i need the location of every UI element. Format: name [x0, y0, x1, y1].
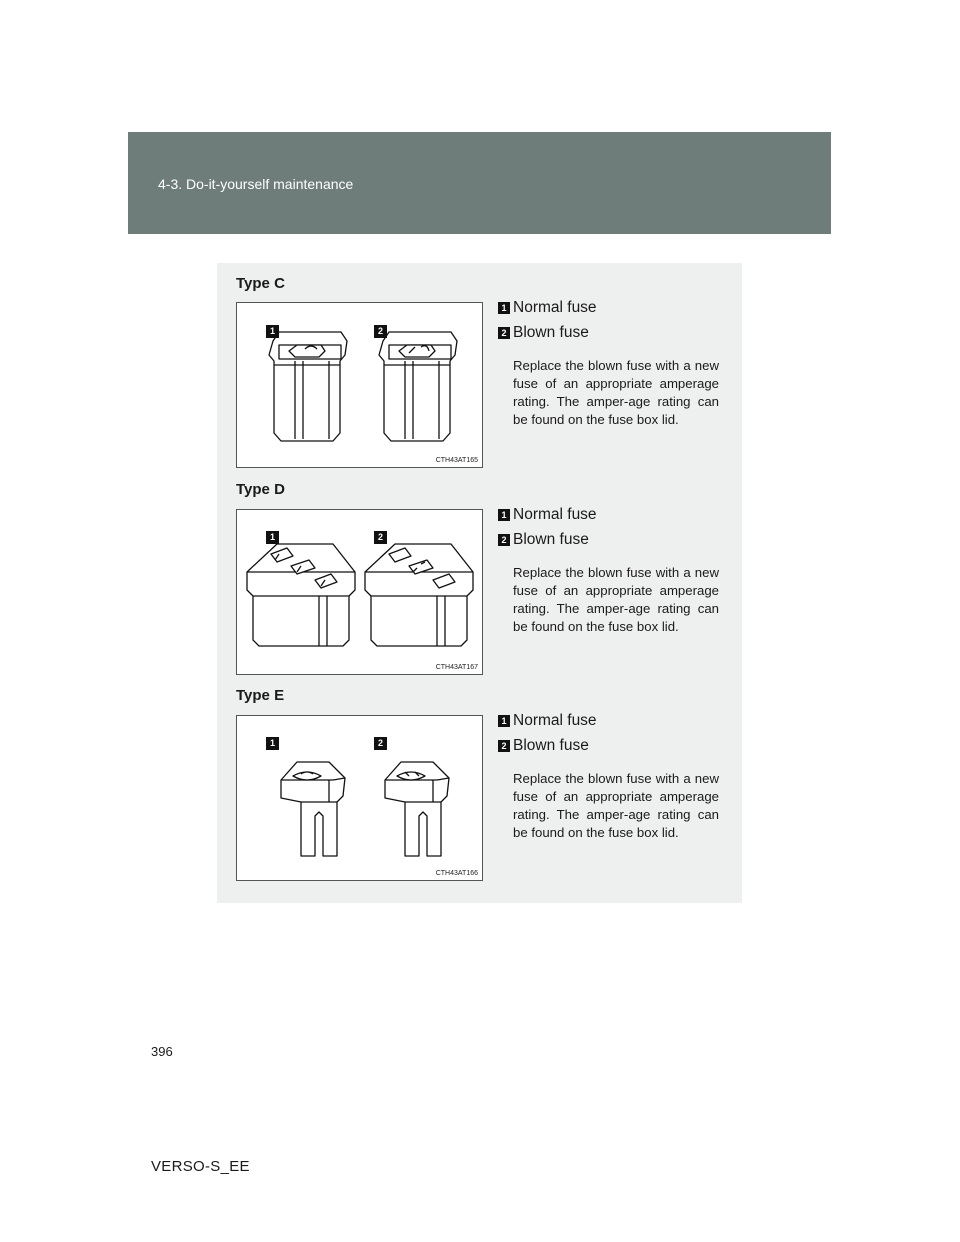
chapter-header	[128, 132, 831, 234]
callout-label: Normal fuse	[513, 505, 597, 523]
figure-code: CTH43AT167	[435, 664, 478, 671]
figure-callout-2: 2	[374, 325, 387, 338]
replacement-instruction: Replace the blown fuse with a new fuse of an appropriate amperage rating. The amper-age rating can be found on the fuse box lid.	[513, 358, 719, 427]
section-title-type-e: Type E	[236, 687, 285, 704]
chapter-title: 4-3. Do-it-yourself maintenance	[158, 176, 354, 192]
figure-type-e	[236, 715, 483, 881]
page-number: 396	[151, 1044, 173, 1059]
model-code: VERSO-S_EE	[151, 1158, 250, 1175]
callout-label: Blown fuse	[513, 323, 589, 341]
number-badge: 2	[498, 327, 510, 339]
figure-callout-1: 1	[266, 531, 279, 544]
figure-callout-1: 1	[266, 737, 279, 750]
number-badge: 1	[498, 715, 510, 727]
figure-callout-2: 2	[374, 737, 387, 750]
figure-callout-1: 1	[266, 325, 279, 338]
callout-list-type-e	[498, 708, 723, 842]
fuse-types-panel	[217, 263, 742, 903]
figure-code: CTH43AT166	[435, 870, 478, 877]
callout-label: Blown fuse	[513, 530, 589, 548]
replacement-instruction: Replace the blown fuse with a new fuse of an appropriate amperage rating. The amper-age rating can be found on the fuse box lid.	[513, 771, 719, 840]
callout-normal-fuse	[498, 295, 723, 320]
figure-type-c	[236, 302, 483, 468]
section-title-type-d: Type D	[236, 481, 285, 498]
callout-blown-fuse	[498, 733, 723, 758]
number-badge: 2	[498, 740, 510, 752]
replacement-instruction: Replace the blown fuse with a new fuse of an appropriate amperage rating. The amper-age rating can be found on the fuse box lid.	[513, 565, 719, 634]
section-title-type-c: Type C	[236, 275, 285, 292]
callout-label: Normal fuse	[513, 298, 597, 316]
number-badge: 1	[498, 302, 510, 314]
number-badge: 2	[498, 534, 510, 546]
callout-normal-fuse	[498, 502, 723, 527]
number-badge: 1	[498, 509, 510, 521]
figure-code: CTH43AT165	[435, 457, 478, 464]
callout-list-type-c	[498, 295, 723, 429]
callout-normal-fuse	[498, 708, 723, 733]
figure-type-d	[236, 509, 483, 675]
callout-blown-fuse	[498, 527, 723, 552]
figure-callout-2: 2	[374, 531, 387, 544]
callout-blown-fuse	[498, 320, 723, 345]
callout-list-type-d	[498, 502, 723, 636]
callout-label: Blown fuse	[513, 736, 589, 754]
callout-label: Normal fuse	[513, 711, 597, 729]
